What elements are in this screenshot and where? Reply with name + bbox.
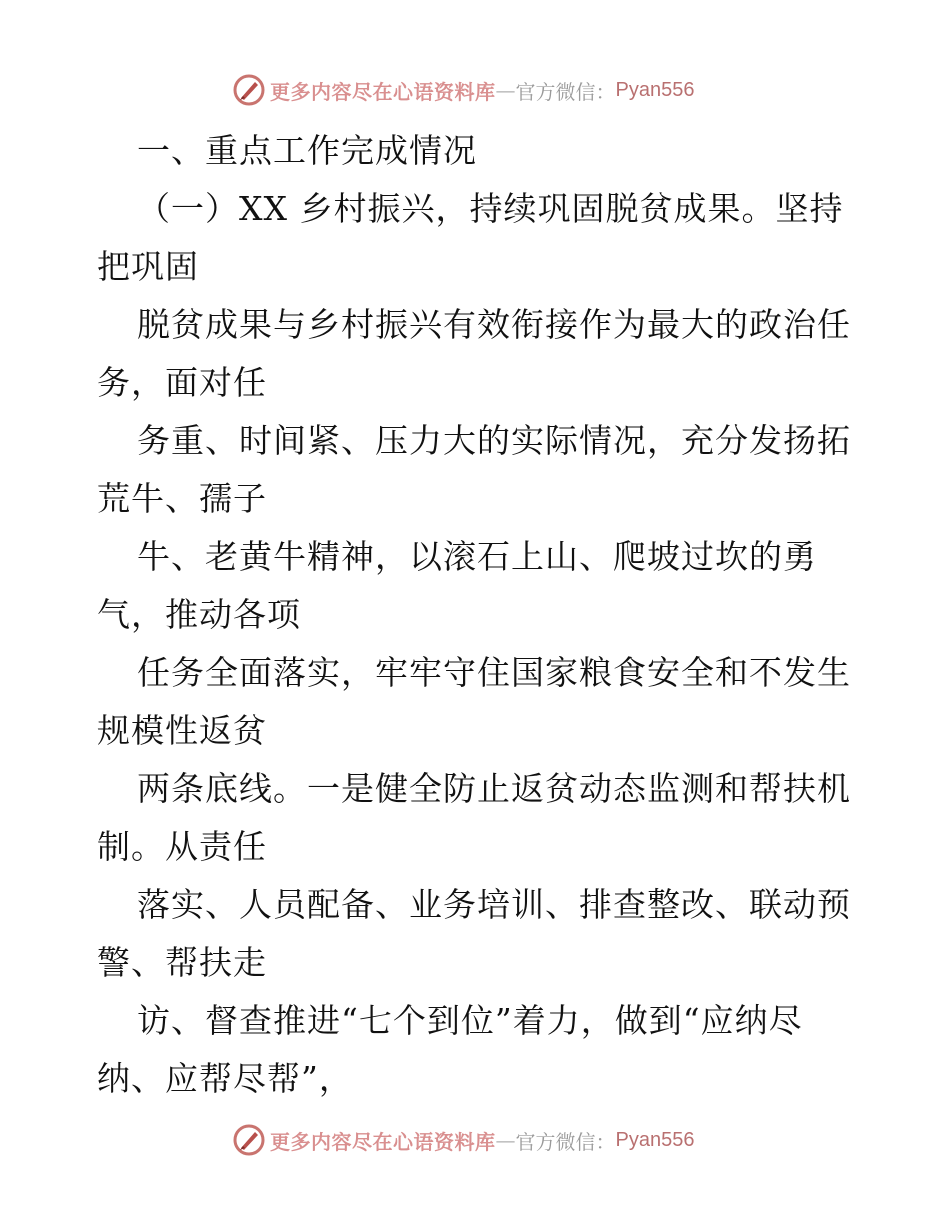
paragraph-line: 荒牛、孺子 <box>97 479 267 518</box>
watermark-wechat-label: 官方微信： <box>515 79 616 104</box>
watermark-separator: — <box>495 1128 516 1152</box>
paragraph-line: 任务全面落实，牢牢守住国家粮食安全和不发生 <box>137 653 851 692</box>
quill-pen-logo-icon <box>232 73 266 107</box>
watermark-wechat-id: Pyan556 <box>615 78 695 101</box>
watermark-brand-text: 更多内容尽在心语资料库 <box>270 1129 496 1154</box>
paragraph-line: 务，面对任 <box>97 363 267 402</box>
quill-pen-logo-icon <box>232 1123 266 1157</box>
paragraph-line: 警、帮扶走 <box>97 943 267 982</box>
watermark-wechat-label: 官方微信： <box>515 1129 616 1154</box>
paragraph-line: 气，推动各项 <box>97 595 301 634</box>
paragraph-line: 纳、应帮尽帮”， <box>97 1059 353 1098</box>
paragraph-line: 牛、老黄牛精神，以滚石上山、爬坡过坎的勇 <box>137 537 817 576</box>
watermark-separator: — <box>495 78 516 102</box>
section-heading: 一、重点工作完成情况 <box>137 131 477 170</box>
paragraph-line: 务重、时间紧、压力大的实际情况，充分发扬拓 <box>137 421 851 460</box>
header-watermark <box>232 73 694 107</box>
paragraph-line: 脱贫成果与乡村振兴有效衔接作为最大的政治任 <box>137 305 851 344</box>
footer-watermark <box>232 1123 694 1157</box>
paragraph-line: 访、督查推进“七个到位”着力，做到“应纳尽 <box>137 1001 803 1040</box>
watermark-wechat-id: Pyan556 <box>615 1128 695 1151</box>
paragraph-line: 落实、人员配备、业务培训、排查整改、联动预 <box>137 885 851 924</box>
paragraph-line: 两条底线。一是健全防止返贫动态监测和帮扶机 <box>137 769 851 808</box>
paragraph-line: 把巩固 <box>97 247 199 286</box>
paragraph-line: 规模性返贫 <box>97 711 267 750</box>
watermark-brand-text: 更多内容尽在心语资料库 <box>270 79 496 104</box>
paragraph-line: （一）XX 乡村振兴，持续巩固脱贫成果。坚持 <box>137 189 844 228</box>
document-body <box>97 122 897 1108</box>
paragraph-line: 制。从责任 <box>97 827 267 866</box>
